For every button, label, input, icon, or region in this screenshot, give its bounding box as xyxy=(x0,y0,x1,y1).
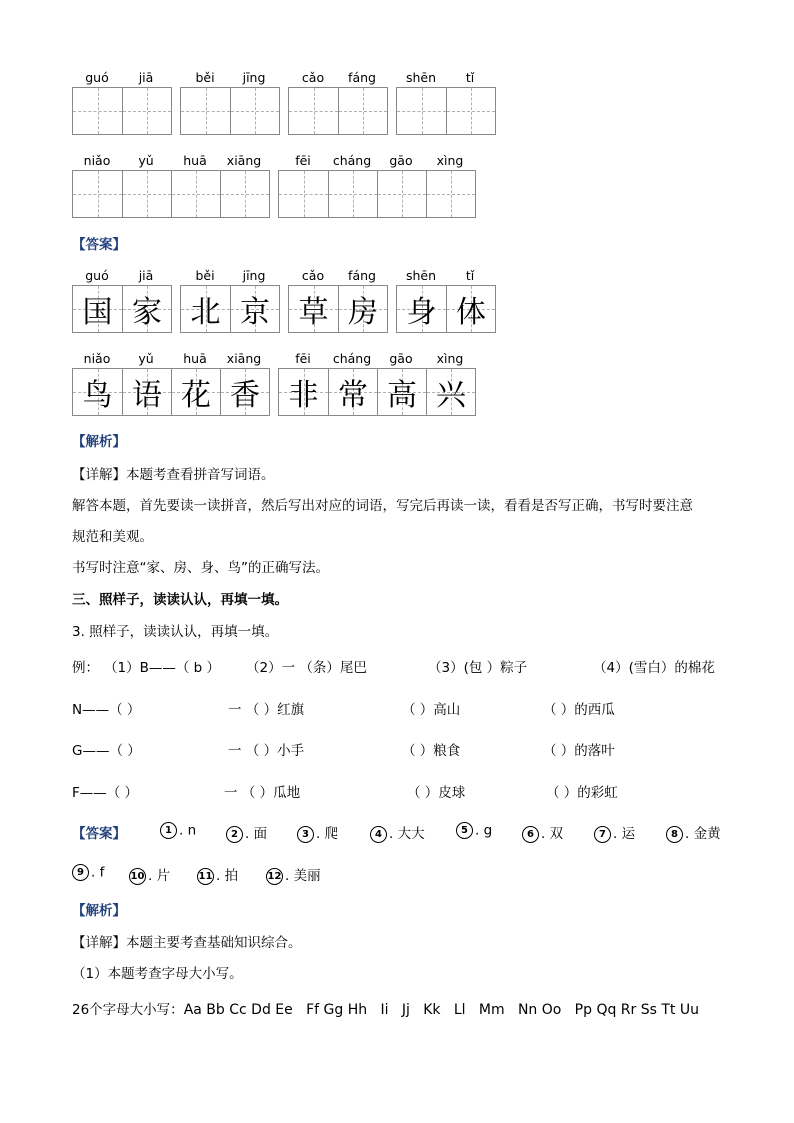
number-badge: 3 xyxy=(297,826,314,843)
pinyin: běi xyxy=(195,268,215,283)
grid-cell[interactable] xyxy=(377,171,426,217)
answer-char: 北 xyxy=(190,295,221,330)
answer-char: 鸟 xyxy=(82,378,113,413)
number-badge: 8 xyxy=(666,826,683,843)
pinyin: shēn xyxy=(405,70,437,85)
answer-char: 香 xyxy=(230,378,260,413)
answer-char: 身 xyxy=(406,295,437,330)
answer-char: 兴 xyxy=(436,378,466,413)
grid-cell[interactable] xyxy=(230,88,279,134)
pinyin: xiāng xyxy=(226,153,262,168)
alphabet-prefix: 26个字母大小写： xyxy=(72,1002,184,1018)
fill-item[interactable]: F——（ ） xyxy=(72,785,139,801)
fill-item[interactable]: （ ）的落叶 xyxy=(543,743,615,759)
answer-writing-grid xyxy=(72,285,172,333)
fill-item[interactable]: 一 （ ）小手 xyxy=(228,743,305,759)
number-badge: 12 xyxy=(266,868,283,885)
fill-item[interactable]: （ ）的西瓜 xyxy=(543,702,615,718)
analysis-label: 【解析】 xyxy=(72,434,126,450)
pinyin: xìng xyxy=(436,351,464,366)
grid-cell[interactable] xyxy=(397,88,446,134)
pinyin: niǎo xyxy=(83,153,111,168)
answer-label: 【答案】 xyxy=(72,237,126,253)
grid-cell xyxy=(230,286,279,332)
pinyin: gāo xyxy=(389,153,413,168)
pinyin: cǎo xyxy=(301,70,325,85)
writing-grid[interactable] xyxy=(278,170,476,218)
pinyin: gāo xyxy=(389,351,413,366)
answer-char: 国 xyxy=(82,295,113,330)
number-badge: 5 xyxy=(456,822,473,839)
grid-cell[interactable] xyxy=(289,88,338,134)
answer-item xyxy=(456,822,492,839)
grid-cell[interactable] xyxy=(446,88,495,134)
grid-cell[interactable] xyxy=(279,171,328,217)
grid-cell xyxy=(446,286,495,332)
answer-writing-grid xyxy=(72,368,270,416)
section-title: 三、照样子，读读认认，再填一填。 xyxy=(72,592,288,608)
fill-item[interactable]: N——（ ） xyxy=(72,702,141,718)
pinyin: fáng xyxy=(348,70,376,85)
grid-cell xyxy=(122,369,171,415)
number-badge: 9 xyxy=(72,864,89,881)
example-prefix: 例： xyxy=(72,660,99,676)
fill-item[interactable]: 一 （ ）瓜地 xyxy=(224,785,301,801)
grid-cell[interactable] xyxy=(73,88,122,134)
grid-cell[interactable] xyxy=(122,88,171,134)
grid-cell[interactable] xyxy=(426,171,475,217)
pinyin: shēn xyxy=(405,268,437,283)
answer-text: . 金黄 xyxy=(685,826,721,842)
pinyin: fáng xyxy=(348,268,376,283)
analysis-detail: 【详解】本题考查看拼音写词语。 xyxy=(72,467,275,483)
pinyin: jīng xyxy=(242,70,266,85)
grid-cell xyxy=(181,286,230,332)
pinyin: cǎo xyxy=(301,268,325,283)
grid-cell xyxy=(397,286,446,332)
example-item: （3）(包 ）粽子 xyxy=(428,660,528,676)
pinyin: xìng xyxy=(436,153,464,168)
answer-char: 常 xyxy=(338,378,368,413)
grid-cell xyxy=(377,369,426,415)
fill-item[interactable]: G——（ ） xyxy=(72,743,141,759)
pinyin: yǔ xyxy=(138,351,154,366)
answer-writing-grid xyxy=(288,285,388,333)
analysis-paragraph: 书写时注意“家、房、身、鸟”的正确写法。 xyxy=(72,560,329,576)
answer-text: . 爬 xyxy=(316,826,339,842)
answer-writing-grid xyxy=(278,368,476,416)
fill-item[interactable]: （ ）皮球 xyxy=(407,785,466,801)
answer-text: . 美丽 xyxy=(285,868,321,884)
grid-cell xyxy=(220,369,269,415)
answer-label: 【答案】 xyxy=(72,826,126,842)
answer-item xyxy=(129,864,170,885)
answer-item xyxy=(370,822,425,843)
analysis-detail: 【详解】本题主要考查基础知识综合。 xyxy=(72,935,302,951)
pinyin: cháng xyxy=(332,351,372,366)
grid-cell xyxy=(426,369,475,415)
example-item: （1）B——（ b ） xyxy=(104,660,221,676)
answer-item xyxy=(266,864,321,885)
number-badge: 2 xyxy=(226,826,243,843)
answer-text: . 运 xyxy=(613,826,636,842)
answer-item xyxy=(666,822,721,843)
grid-cell xyxy=(328,369,377,415)
grid-cell xyxy=(122,286,171,332)
pinyin: tǐ xyxy=(465,268,475,283)
answer-text: . 大大 xyxy=(389,826,425,842)
grid-cell[interactable] xyxy=(73,171,122,217)
answer-item xyxy=(594,822,635,843)
answer-text: . 拍 xyxy=(216,868,239,884)
analysis-paragraph: 规范和美观。 xyxy=(72,529,153,545)
fill-item[interactable]: 一 （ ）红旗 xyxy=(228,702,305,718)
fill-item[interactable]: （ ）粮食 xyxy=(402,743,461,759)
pinyin: běi xyxy=(195,70,215,85)
pinyin: jiā xyxy=(138,70,154,85)
number-badge: 1 xyxy=(160,822,177,839)
answer-text: . 面 xyxy=(245,826,268,842)
answer-char: 家 xyxy=(132,295,162,330)
grid-cell xyxy=(279,369,328,415)
writing-grid[interactable] xyxy=(72,87,172,135)
fill-item[interactable]: （ ）高山 xyxy=(402,702,461,718)
answer-char: 草 xyxy=(298,295,329,330)
answer-writing-grid xyxy=(396,285,496,333)
grid-cell[interactable] xyxy=(181,88,230,134)
pinyin: guó xyxy=(85,70,109,85)
grid-cell xyxy=(73,286,122,332)
answer-text: . 双 xyxy=(541,826,564,842)
grid-cell[interactable] xyxy=(171,171,220,217)
answer-char: 非 xyxy=(288,378,319,413)
answer-item xyxy=(72,864,104,881)
number-badge: 4 xyxy=(370,826,387,843)
grid-cell[interactable] xyxy=(338,88,387,134)
pinyin: tǐ xyxy=(465,70,475,85)
pinyin: niǎo xyxy=(83,351,111,366)
answer-text: . 片 xyxy=(148,868,171,884)
answer-char: 花 xyxy=(181,378,211,413)
grid-cell xyxy=(338,286,387,332)
answer-text: . n xyxy=(179,822,197,839)
analysis-paragraph: 解答本题，首先要读一读拼音，然后写出对应的词语，写完后再读一读，看看是否写正确，书写时要注意 xyxy=(72,498,693,514)
alphabet-letters: Aa Bb Cc Dd Ee Ff Gg Hh Ii Jj Kk Ll Mm Nn Oo Pp Qq Rr Ss Tt Uu xyxy=(183,1002,699,1018)
number-badge: 7 xyxy=(594,826,611,843)
answer-writing-grid xyxy=(180,285,280,333)
answer-item xyxy=(226,822,267,843)
pinyin: cháng xyxy=(332,153,372,168)
number-badge: 10 xyxy=(129,868,146,885)
answer-text: . f xyxy=(91,864,105,881)
example-item: （4）(雪白）的棉花 xyxy=(593,660,715,676)
pinyin: yǔ xyxy=(138,153,154,168)
writing-grid[interactable] xyxy=(72,170,270,218)
pinyin: fēi xyxy=(295,351,311,366)
answer-char: 体 xyxy=(456,295,486,330)
alphabet-line xyxy=(72,998,699,1018)
grid-cell[interactable] xyxy=(328,171,377,217)
pinyin: jīng xyxy=(242,268,266,283)
answer-item xyxy=(297,822,338,843)
pinyin: huā xyxy=(183,351,207,366)
answer-char: 房 xyxy=(348,295,378,330)
fill-item[interactable]: （ ）的彩虹 xyxy=(546,785,618,801)
grid-cell[interactable] xyxy=(122,171,171,217)
writing-grid[interactable] xyxy=(180,87,280,135)
answer-char: 语 xyxy=(132,378,162,413)
analysis-paragraph: （1）本题考查字母大小写。 xyxy=(72,966,243,982)
number-badge: 11 xyxy=(197,868,214,885)
answer-item xyxy=(197,864,238,885)
answer-item xyxy=(160,822,196,839)
answer-char: 高 xyxy=(387,378,417,413)
number-badge: 6 xyxy=(522,826,539,843)
question-title: 3. 照样子，读读认认，再填一填。 xyxy=(72,624,279,640)
pinyin: fēi xyxy=(295,153,311,168)
grid-cell xyxy=(289,286,338,332)
grid-cell[interactable] xyxy=(220,171,269,217)
pinyin: xiāng xyxy=(226,351,262,366)
answer-item xyxy=(522,822,563,843)
writing-grid[interactable] xyxy=(396,87,496,135)
pinyin: guó xyxy=(85,268,109,283)
grid-cell xyxy=(171,369,220,415)
grid-cell xyxy=(73,369,122,415)
writing-grid[interactable] xyxy=(288,87,388,135)
pinyin: jiā xyxy=(138,268,154,283)
pinyin: huā xyxy=(183,153,207,168)
answer-char: 京 xyxy=(240,295,270,330)
answer-text: . g xyxy=(475,822,493,839)
analysis-label: 【解析】 xyxy=(72,903,126,919)
example-item: （2）一 （条）尾巴 xyxy=(246,660,367,676)
